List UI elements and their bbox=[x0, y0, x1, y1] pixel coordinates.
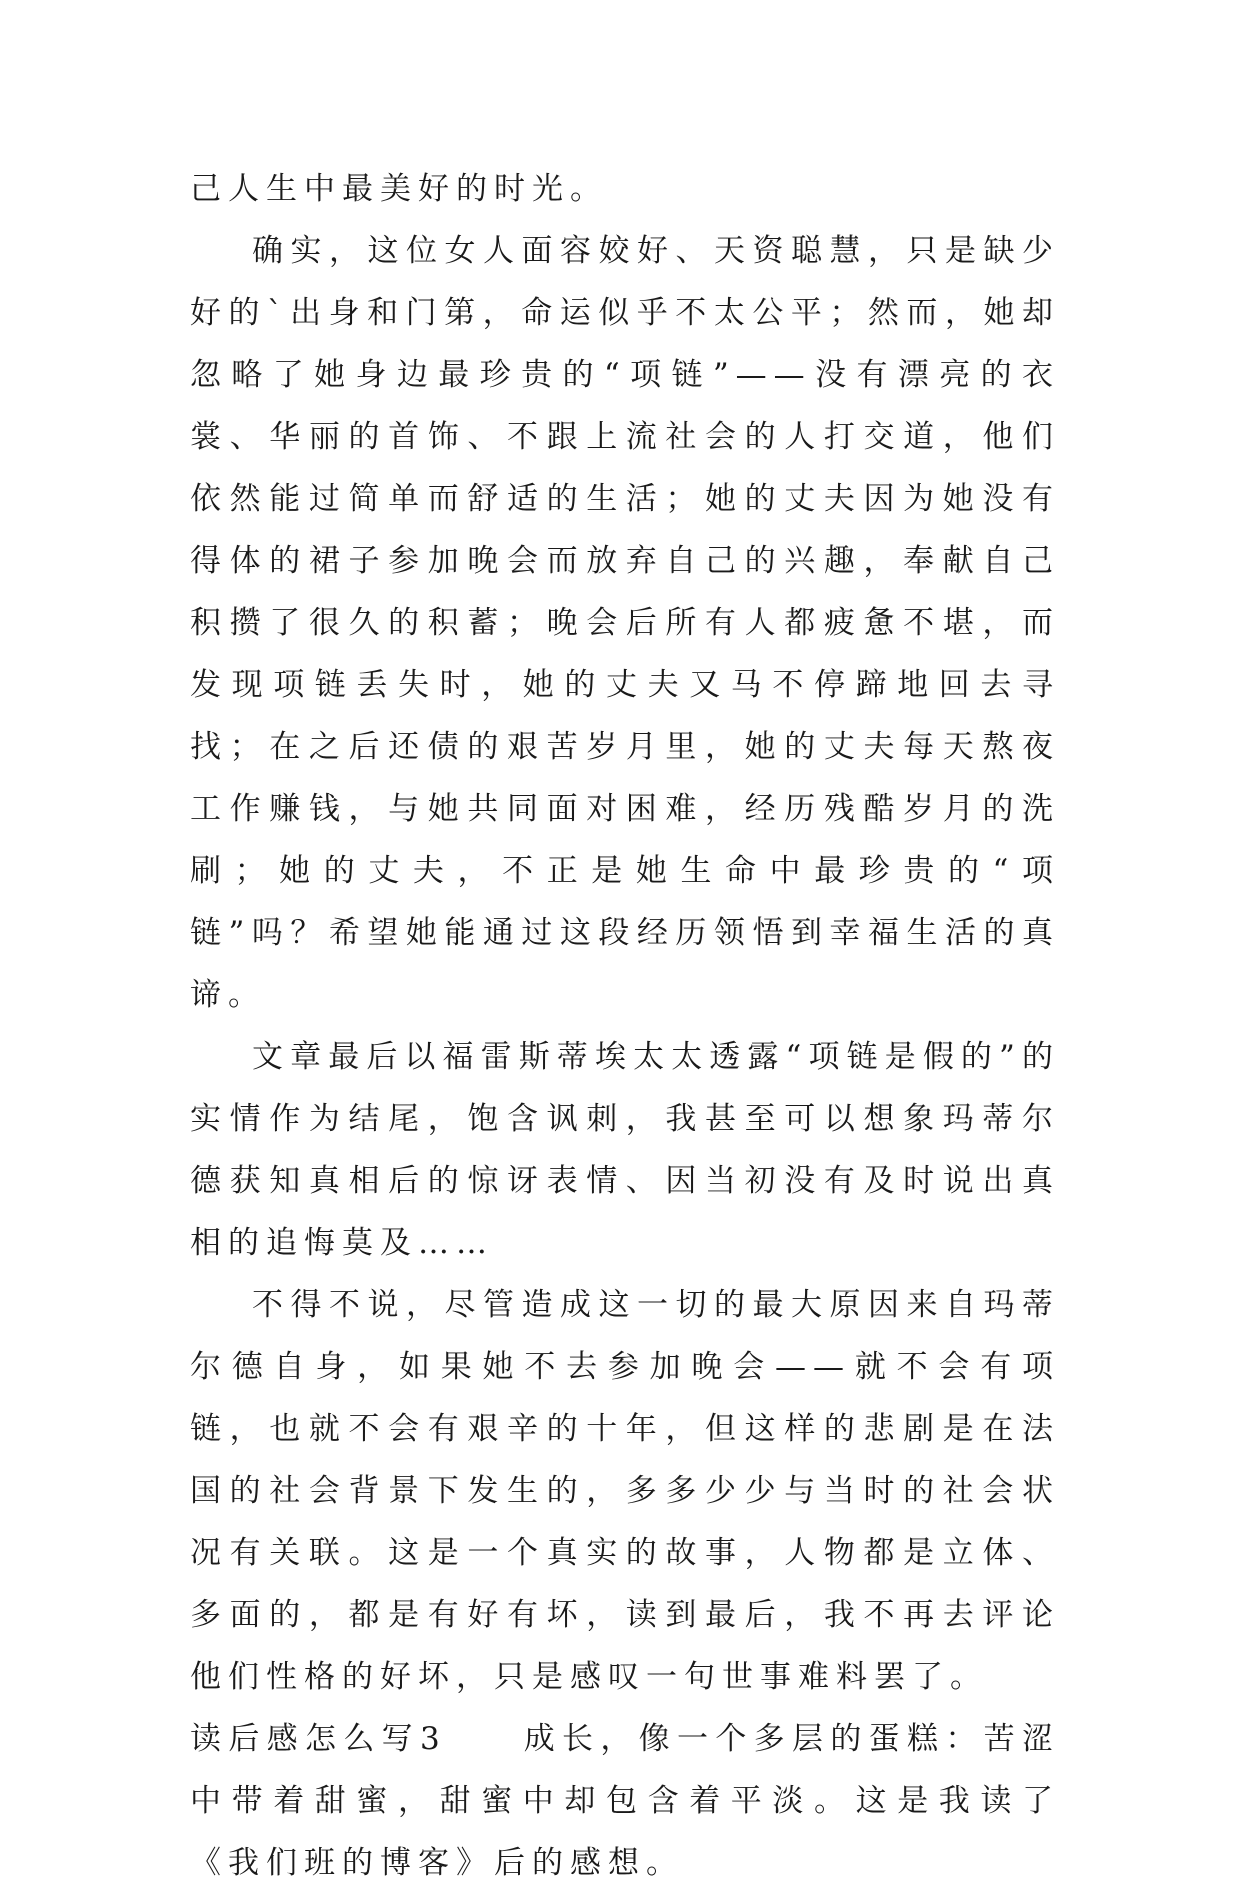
body-text bbox=[190, 158, 1060, 1894]
paragraph-necklace-husband: 确实，这位女人面容姣好、天资聪慧，只是缺少好的`出身和门第，命运似乎不太公平；然而，她却忽略了她身边最珍贵的“项链”——没有漂亮的衣裳、华丽的首饰、不跟上流社会的人打交道，他们依然能过简单而舒适的生活；她的丈夫因为她没有得体的裙子参加晚会而放弃自己的兴趣，奉献自己积攒了很久的积蓄；晚会后所有人都疲惫不堪，而发现项链丢失时，她的丈夫又马不停蹄地回去寻找；在之后还债的艰苦岁月里，她的丈夫每天熬夜工作赚钱，与她共同面对困难，经历残酷岁月的洗刷；她的丈夫，不正是她生命中最珍贵的“项链”吗？希望她能通过这段经历领悟到幸福生活的真谛。 bbox=[190, 233, 1060, 1013]
paragraph-ending-irony: 文章最后以福雷斯蒂埃太太透露“项链是假的”的实情作为结尾，饱含讽刺，我甚至可以想象玛蒂尔德获知真相后的惊讶表情、因当初没有及时说出真相的追悔莫及…… bbox=[190, 1039, 1060, 1261]
paragraph-essay-3-start: 读后感怎么写3 成长，像一个多层的蛋糕：苦涩中带着甜蜜，甜蜜中却包含着平淡。这是我读了《我们班的博客》后的感想。 bbox=[190, 1721, 1060, 1881]
paragraph-social-background: 不得不说，尽管造成这一切的最大原因来自玛蒂尔德自身，如果她不去参加晚会——就不会有项链，也就不会有艰辛的十年，但这样的悲剧是在法国的社会背景下发生的，多多少少与当时的社会状况有关联。这是一个真实的故事，人物都是立体、多面的，都是有好有坏，读到最后，我不再去评论他们性格的好坏，只是感叹一句世事难料罢了。 bbox=[190, 1287, 1060, 1695]
paragraph-continuation: 己人生中最美好的时光。 bbox=[190, 171, 608, 207]
